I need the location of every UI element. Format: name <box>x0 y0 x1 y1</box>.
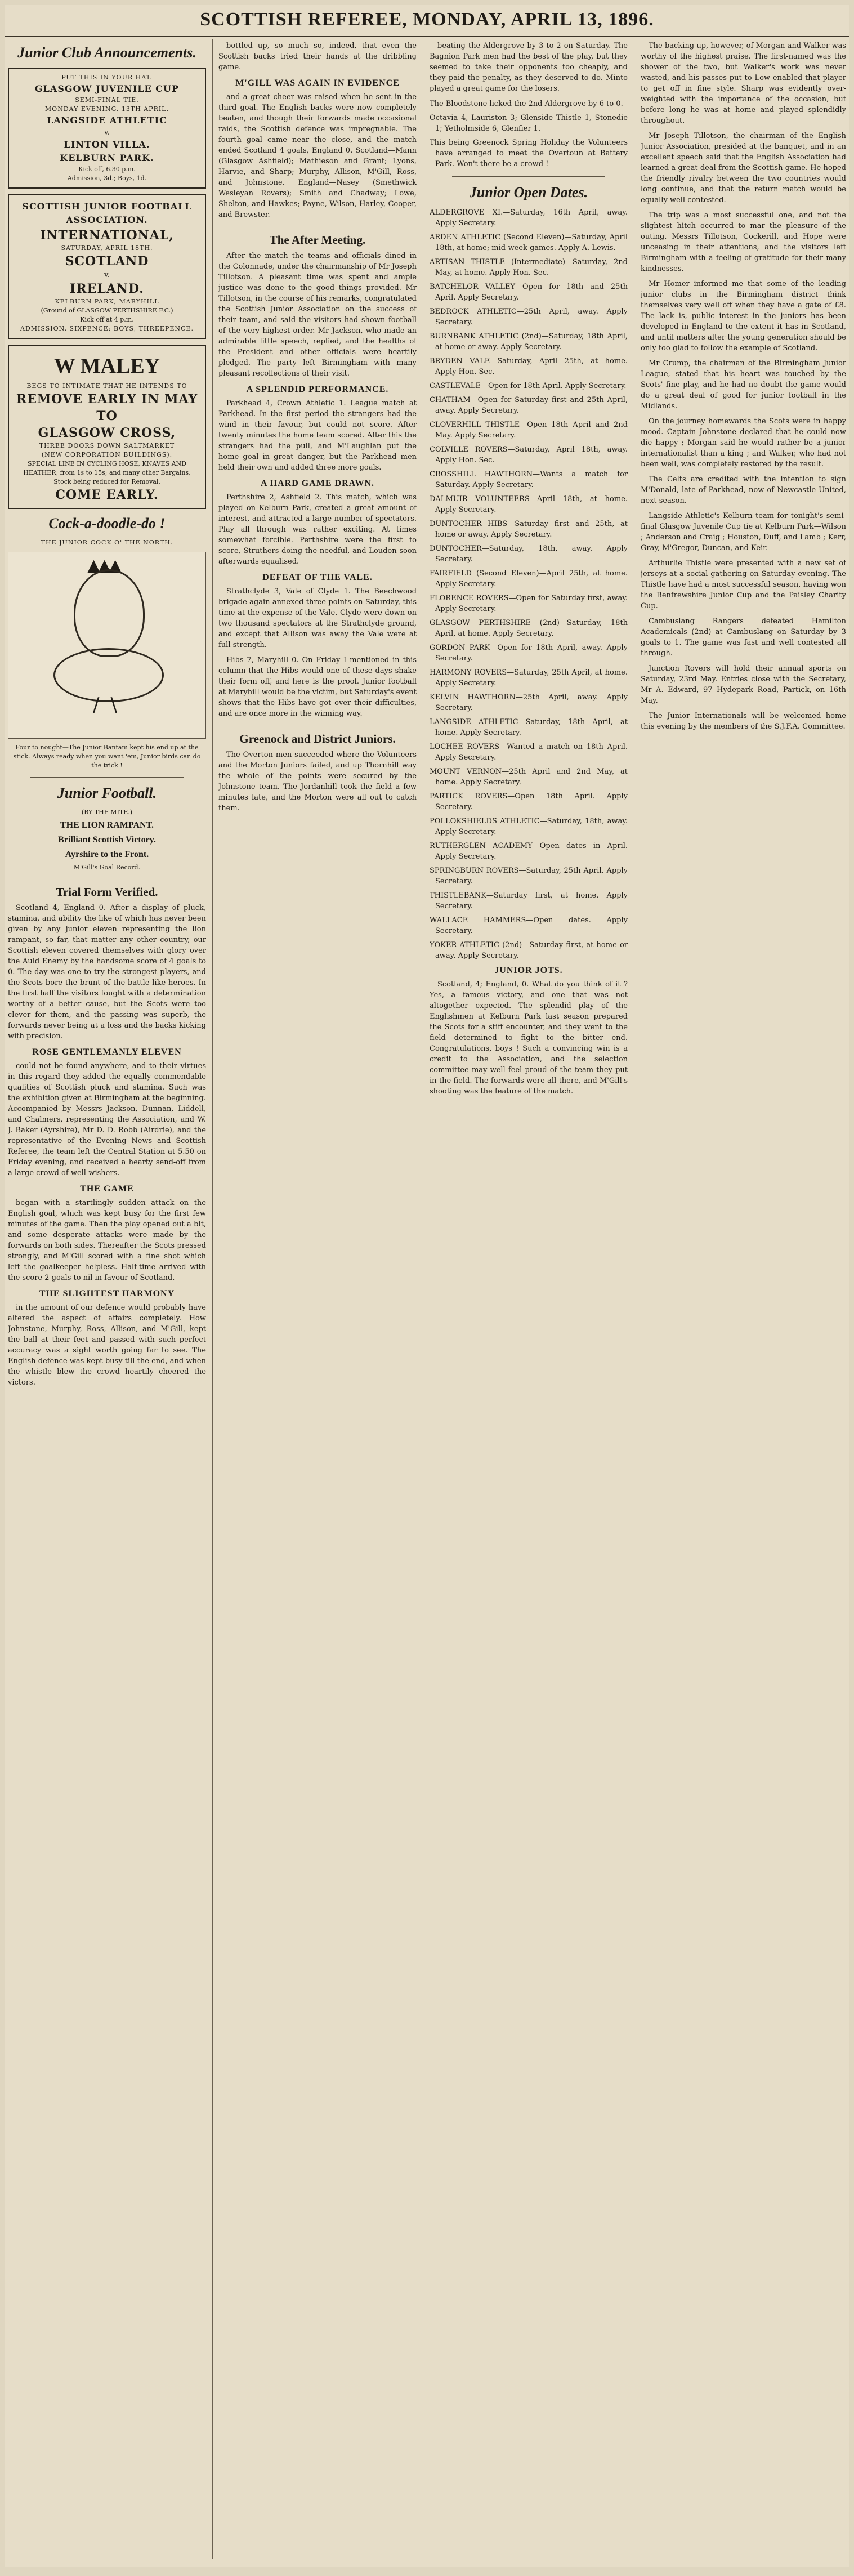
divider <box>452 176 605 177</box>
ad-line: ADMISSION, SIXPENCE; BOYS, THREEPENCE. <box>20 325 194 332</box>
open-date-entry: FAIRFIELD (Second Eleven)—April 25th, at home. Apply Secretary. <box>430 569 628 588</box>
news-item: The Bloodstone licked the 2nd Aldergrove by 6 to 0. <box>430 100 623 108</box>
article-text: The Celts are credited with the intention to sign M'Donald, late of Parkhead, now of Newcastle United, next season. <box>641 475 846 505</box>
article-text: Langside Athletic's Kelburn team for tonight's semi-final Glasgow Juvenile Cup tie at Kelburn Park—Wilson ; Anderson and Craig ; Houston, Duff, and Lamb ; Kerr, Gray, M'Gregor, Duncan, and Keir. <box>641 512 846 552</box>
open-date-entry: CLOVERHILL THISTLE—Open 18th April and 2nd May. Apply Secretary. <box>430 421 628 440</box>
open-date-entry: BEDROCK ATHLETIC—25th April, away. Apply Secretary. <box>430 307 628 327</box>
article-text: Mr Crump, the chairman of the Birmingham Junior League, stated that his heart was touched by the Scots' fine play, and he had no doubt the game would do a great deal of good for junior football in the Midlands. <box>641 359 846 410</box>
article-text: Cambuslang Rangers defeated Hamilton Academicals (2nd) at Cambuslang on Saturday by 3 goals to 1. The game was fast and well contested all through. <box>641 617 846 658</box>
open-date-entry: THISTLEBANK—Saturday first, at home. Apply Secretary. <box>430 891 628 910</box>
cartoon-caption: Four to nought—The Junior Bantam kept his end up at the stick. Always ready when you want 'em, Junior birds can do the trick ! <box>13 744 201 769</box>
open-date-entry: SPRINGBURN ROVERS—Saturday, 25th April. Apply Secretary. <box>430 867 628 886</box>
column-3 <box>430 41 628 2557</box>
ad-line: PUT THIS IN YOUR HAT. <box>61 74 153 81</box>
ad-line: v. <box>104 271 110 279</box>
open-date-entry: BATCHELOR VALLEY—Open for 18th and 25th April. Apply Secretary. <box>430 283 628 302</box>
open-date-entry: ARTISAN THISTLE (Intermediate)—Saturday, 2nd May, at home. Apply Hon. Sec. <box>430 258 628 277</box>
article-text: Hibs 7, Maryhill 0. On Friday I mentioned in this column that the Hibs would one of these days shake their form off, and here is the proof. Junior football at Maryhill would be the victim, but Saturday's event shows that the Hibs have got over their difficulties, and are once more in the winning way. <box>218 656 417 718</box>
open-date-entry: FLORENCE ROVERS—Open for Saturday first, away. Apply Secretary. <box>430 594 628 613</box>
column-rule <box>212 39 213 2559</box>
article-subheading: ROSE GENTLEMANLY ELEVEN <box>32 1047 182 1057</box>
open-date-entry: GORDON PARK—Open for 18th April, away. Apply Secretary. <box>430 644 628 663</box>
ad-line: KELBURN PARK. <box>60 153 154 163</box>
article-text: Parkhead 4, Crown Athletic 1. League match at Parkhead. In the first period the strangers had the wind in their favour, but could not score. After twenty minutes the home team scored. After this the strangers had the pull, and M'Laughlan put the home goal in great danger, but the Parkhead men held their own and added three more goals. <box>218 399 417 472</box>
subheading: THE LION RAMPANT. <box>60 820 154 830</box>
article-text: After the match the teams and officials dined in the Colonnade, under the chairmanship of Mr Joseph Tillotson. A pleasant time was spent and ample justice was done to the good things provided. Mr Tillotson, in the course of his remarks, congratulated the Scottish Junior Association on the success of their team, and said the visitors had shown football of the very highest order. Mr Jackson, who made an admirable little speech, replied, and the healths of the President and other officials were heartily pledged. The party left Birmingham with many pleasant recollections of their visit. <box>218 252 417 378</box>
ad-line: v. <box>104 128 110 137</box>
ad-line: SCOTTISH JUNIOR FOOTBALL ASSOCIATION. <box>22 201 192 225</box>
open-date-entry: POLLOKSHIELDS ATHLETIC—Saturday, 18th, away. Apply Secretary. <box>430 817 628 836</box>
masthead <box>5 5 849 37</box>
ad-line: Kick off at 4 p.m. <box>80 316 134 323</box>
open-date-entry: LANGSIDE ATHLETIC—Saturday, 18th April, at home. Apply Secretary. <box>430 718 628 737</box>
article-subheading: JUNIOR JOTS. <box>494 966 563 975</box>
article-text: began with a startlingly sudden attack on the English goal, which was kept busy for the first few minutes of the game. Then the play opened out a bit, and some desperate attacks were made by the forwards on both sides. Thereafter the Scots pressed strongly, and M'Gill scored with a fine shot which left the goalkeeper helpless. Half-time arrived with the score 2 goals to nil in favour of Scotland. <box>8 1199 206 1282</box>
ad-line: MONDAY EVENING, 13TH APRIL. <box>44 105 169 113</box>
article-subheading: M'GILL WAS AGAIN IN EVIDENCE <box>235 78 400 88</box>
ad-line: (NEW CORPORATION BUILDINGS). <box>41 451 173 458</box>
ad-line: GLASGOW CROSS, <box>38 426 176 440</box>
open-date-entry: KELVIN HAWTHORN—25th April, away. Apply Secretary. <box>430 693 628 712</box>
subheading: M'Gill's Goal Record. <box>73 864 141 871</box>
subheading: Brilliant Scottish Victory. <box>58 835 156 845</box>
article-text: The Junior Internationals will be welcomed home this evening by the members of the S.J.F.A. Committee. <box>641 712 846 731</box>
cartoon-title: Cock-a-doodle-do ! <box>48 515 166 532</box>
ad-line: IRELAND. <box>70 282 144 296</box>
open-date-entry: COLVILLE ROVERS—Saturday, April 18th, away. Apply Hon. Sec. <box>430 445 628 465</box>
ad-line: LANGSIDE ATHLETIC <box>47 115 167 126</box>
column-4 <box>641 41 846 2557</box>
article-heading: Greenock and District Juniors. <box>239 732 396 745</box>
section-heading: Junior Football. <box>57 785 157 801</box>
article-text: Scotland 4, England 0. After a display of pluck, stamina, and ability the like of which has never been given by any junior eleven representing the lion rampant, so far, that matter any other country, our Scottish eleven covered themselves with glory over the Auld Enemy by the handsome score of 4 goals to 0. The day was one to try the strongest players, and the Scots bore the brunt of the battle like heroes. In the first half the visitors fought with a determination worthy of a better cause, but the Scots were too clever for them, and the passing was superb, the forwards never being at a loss and the backs kicking with precision. <box>8 904 206 1041</box>
ad-line: SPECIAL LINE IN CYCLING HOSE, KNAVES AND HEATHER, from 1s to 15s; and many other Bargains, Stock being reduced for Removal. <box>23 460 191 485</box>
open-date-entry: BURNBANK ATHLETIC (2nd)—Saturday, 18th April, at home or away. Apply Secretary. <box>430 332 628 351</box>
newspaper-page <box>5 5 849 2567</box>
article-subheading: THE GAME <box>80 1184 134 1194</box>
open-date-entry: YOKER ATHLETIC (2nd)—Saturday first, at home or away. Apply Secretary. <box>430 941 628 960</box>
article-text: in the amount of our defence would probably have altered the aspect of affairs completely. How Johnstone, Murphy, Ross, Allison, and M'Gill, kept the ball at their feet and passed with such perfect accuracy was a sight worth going far to see. The English defence was kept busy till the end, and when the whistle blew the crowd heartily cheered the victors. <box>8 1303 206 1387</box>
ad-line: BEGS TO INTIMATE THAT HE INTENDS TO <box>26 382 187 390</box>
ad-line: SCOTLAND <box>65 254 149 269</box>
ad-line: Kick off, 6.30 p.m. <box>78 166 136 173</box>
subheading: Ayrshire to the Front. <box>65 850 149 859</box>
open-date-entry: LOCHEE ROVERS—Wanted a match on 18th April. Apply Secretary. <box>430 743 628 762</box>
open-date-entry: ARDEN ATHLETIC (Second Eleven)—Saturday, April 18th, at home; mid-week games. Apply A. Lewis. <box>430 233 628 252</box>
column-1 <box>8 41 206 2557</box>
open-date-entry: RUTHERGLEN ACADEMY—Open dates in April. Apply Secretary. <box>430 842 628 861</box>
article-subheading: THE SLIGHTEST HARMONY <box>39 1289 175 1298</box>
byline: (BY THE MITE.) <box>81 809 133 816</box>
article-text: The Overton men succeeded where the Volunteers and the Morton Juniors failed, and up Thornhill way the whole of the points were secured by the Johnstone team. The Jordanhill took the field a few minutes late, and the Morton were all out to catch them. <box>218 751 417 812</box>
article-text: The trip was a most successful one, and not the slightest hitch occurred to mar the pleasure of the outing. Messrs Tillotson, Cockerill, and Hope were unceasing in their attentions, and the visitors left Birmingham with a feeling of gratitude for their many kindnesses. <box>641 211 846 273</box>
ad-line: KELBURN PARK, MARYHILL <box>55 298 159 305</box>
article-text: and a great cheer was raised when he sent in the third goal. The English backs were now completely beaten, and though their forwards made occasional raids, the Scottish defence was impregnable. The fourth goal came near the close, and the match ended Scotland 4 goals, England 0. Scotland—Mann (Glasgow Ashfield); Mathieson and Grant; Lyons, Harvie, and Sharp; Murphy, Allison, M'Gill, Ross, and Johnstone. England—Nasey (Smethwick Wesleyan Rovers); Smith and Chadway; Lowe, Shelton, and Hawkes; Payne, Wilson, Harley, Cooper, and Brewster. <box>218 93 417 219</box>
rooster-legs: /\ <box>93 694 128 716</box>
maley-advert <box>8 345 206 509</box>
section-heading: Junior Club Announcements. <box>17 44 196 61</box>
open-date-entry: CHATHAM—Open for Saturday first and 25th April, away. Apply Secretary. <box>430 396 628 415</box>
open-date-entry: MOUNT VERNON—25th April and 2nd May, at home. Apply Secretary. <box>430 767 628 787</box>
rooster-cartoon-image <box>8 552 206 739</box>
article-text: The backing up, however, of Morgan and Walker was worthy of the highest praise. The first-named was the shower of the two, but Walker's work was never wasted, and his passes put to Low enabled that player to get off in fine style. Sharp was evidently over-weighted with the importance of the occasion, but before long he was at home and played splendidly throughout. <box>641 42 846 125</box>
open-date-entry: CROSSHILL HAWTHORN—Wants a match for Saturday. Apply Secretary. <box>430 470 628 489</box>
open-date-entry: HARMONY ROVERS—Saturday, 25th April, at home. Apply Secretary. <box>430 668 628 687</box>
open-date-entry: PARTICK ROVERS—Open 18th April. Apply Secretary. <box>430 792 628 811</box>
masthead-title: SCOTTISH REFEREE, MONDAY, APRIL 13, 1896. <box>200 9 654 30</box>
section-heading: Junior Open Dates. <box>469 184 588 200</box>
open-date-entry: ALDERGROVE XI.—Saturday, 16th April, away. Apply Secretary. <box>430 208 628 227</box>
rooster-head <box>74 569 145 657</box>
ad-line: GLASGOW JUVENILE CUP <box>35 83 179 94</box>
article-text: Perthshire 2, Ashfield 2. This match, which was played on Kelburn Park, created a great amount of interest, and attracted a large number of spectators. Play all through was rather exciting. At times somewhat forcible. Perthshire were the first to score, Struthers doing the needful, and Loudon soon afterwards equalised. <box>218 493 417 566</box>
ad-title: W MALEY <box>53 354 160 378</box>
article-text: Arthurlie Thistle were presented with a new set of jerseys at a social gathering on Saturday evening. The Thistle have had a most successful season, having won the Renfrewshire Junior Cup and the Paisley Charity Cup. <box>641 559 846 610</box>
article-heading: The After Meeting. <box>269 233 366 247</box>
article-text: Junction Rovers will hold their annual sports on Saturday, 23rd May. Entries close with the Secretary, Mr A. Edward, 97 Hydepark Road, Partick, on 16th May. <box>641 664 846 705</box>
article-subheading: A HARD GAME DRAWN. <box>261 479 374 488</box>
article-text: Mr Homer informed me that some of the leading junior clubs in the Birmingham district think themselves very well off when they have a gate of £8. The lack is, public interest in the juniors has been developed in England to the extent it has in Scotland, and until matters alter the young generation should be only too glad to follow the example of Scotland. <box>641 280 846 352</box>
news-item: Octavia 4, Lauriston 3; Glenside Thistle 1, Stonedie 1; Yetholmside 6, Glenfier 1. <box>430 114 628 133</box>
ad-line: THREE DOORS DOWN SALTMARKET <box>39 442 175 449</box>
divider <box>30 777 184 778</box>
open-date-entry: WALLACE HAMMERS—Open dates. Apply Secretary. <box>430 916 628 935</box>
article-subheading: DEFEAT OF THE VALE. <box>262 573 373 582</box>
open-date-entry: DUNTOCHER—Saturday, 18th, away. Apply Secretary. <box>430 544 628 564</box>
article-text: On the journey homewards the Scots were in happy mood. Captain Johnstone declared that he could now die happy ; Morgan said he would rather be a junior internationalist than a king ; and Walker, who had not been well, was completely restored by the result. <box>641 417 846 468</box>
article-text: could not be found anywhere, and to their virtues in this regard they added the equally commendable qualities of Scottish pluck and stamina. Such was the exhibition given at Birmingham at the beginning. Accompanied by Messrs Jackson, Dunnan, Liddell, and Chalmers, representing the Association, and W. J. Baker (Ayrshire), Mr D. D. Robb (Airdrie), and the representative of the Evening News and Scottish Referee, the team left the Central Station at 5.50 on Friday evening, and received a hearty send-off from a large crowd of well-wishers. <box>8 1062 206 1177</box>
open-date-entry: CASTLEVALE—Open for 18th April. Apply Secretary. <box>430 382 627 390</box>
article-text: bottled up, so much so, indeed, that even the Scottish backs tried their hands at the dribbling game. <box>218 42 417 72</box>
ad-line: LINTON VILLA. <box>64 139 150 150</box>
open-dates-list <box>430 207 628 961</box>
ad-line: COME EARLY. <box>55 488 159 502</box>
ad-line: SEMI-FINAL TIE. <box>75 96 139 104</box>
column-2 <box>218 41 417 2557</box>
open-date-entry: BRYDEN VALE—Saturday, April 25th, at home. Apply Hon. Sec. <box>430 357 628 376</box>
article-heading: Trial Form Verified. <box>56 885 158 899</box>
ad-line: (Ground of GLASGOW PERTHSHIRE F.C.) <box>41 307 173 314</box>
article-text: Strathclyde 3, Vale of Clyde 1. The Beechwood brigade again annexed three points on Saturday, this time at the expense of the Vale. Clyde were down on two thousand spectators at the Strathclyde ground, and except that Allison was away the Vale were at full strength. <box>218 587 417 649</box>
news-item: This being Greenock Spring Holiday the Volunteers have arranged to meet the Overtoun at Battery Park. Won't there be a crowd ! <box>430 139 628 168</box>
ad-line: SATURDAY, APRIL 18TH. <box>61 244 153 252</box>
open-date-entry: GLASGOW PERTHSHIRE (2nd)—Saturday, 18th April, at home. Apply Secretary. <box>430 619 628 638</box>
rooster-comb: ▲▲▲ <box>87 556 120 575</box>
article-subheading: A SPLENDID PERFORMANCE. <box>246 385 389 394</box>
article-text: Mr Joseph Tillotson, the chairman of the English Junior Association, presided at the banquet, and in an excellent speech said that the English Association had learned a great deal from the Scottish game. He hoped the friendly rivalry between the two countries would long continue, and that the return match would be equally well contested. <box>641 132 846 204</box>
cup-tie-advert <box>8 68 206 189</box>
international-advert <box>8 194 206 339</box>
open-date-entry: DUNTOCHER HIBS—Saturday first and 25th, at home or away. Apply Secretary. <box>430 520 628 539</box>
article-text: beating the Aldergrove by 3 to 2 on Saturday. The Bagnion Park men had the best of the play, but they seemed to take their opponents too cheaply, and they paid the penalty, as they deserved to do. Minto played a great game for the losers. <box>430 42 628 93</box>
ad-line: REMOVE EARLY IN MAY TO <box>16 392 198 423</box>
ad-line: INTERNATIONAL, <box>40 228 174 243</box>
article-text: Scotland, 4; England, 0. What do you think of it ? Yes, a famous victory, and one that was not altogether expected. The splendid play of the Englishmen at Kelburn Park last season prepared the Scots for a stiff encounter, and they went to the field determined to fight to the bitter end. Congratulations, boys ! Such a convincing win is a credit to the Association, and the selection committee may well feel proud of the team they put in the field. The forwards were all there, and M'Gill's shooting was the feature of the match. <box>430 980 628 1096</box>
cartoon-subtitle: THE JUNIOR COCK O' THE NORTH. <box>41 539 173 546</box>
open-date-entry: DALMUIR VOLUNTEERS—April 18th, at home. Apply Secretary. <box>430 495 628 514</box>
ad-line: Admission, 3d.; Boys, 1d. <box>67 175 147 182</box>
